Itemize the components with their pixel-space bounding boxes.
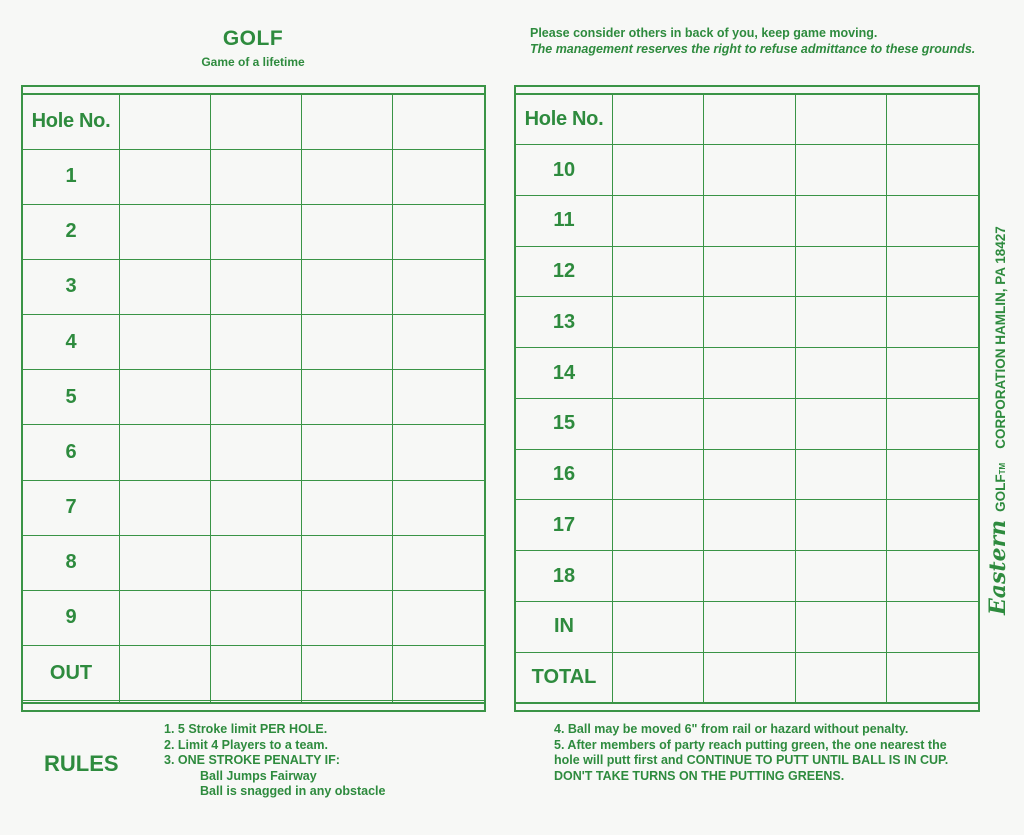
hole-label: 4 xyxy=(23,315,120,370)
hole-label: 15 xyxy=(516,398,613,449)
rule-item: 1. 5 Stroke limit PER HOLE. xyxy=(164,722,328,736)
score-cell[interactable] xyxy=(211,535,302,590)
score-cell[interactable] xyxy=(613,449,704,500)
scorecard-subtitle: Game of a lifetime xyxy=(201,55,305,69)
hole-row xyxy=(516,551,978,602)
hole-row xyxy=(23,370,484,425)
score-cell[interactable] xyxy=(704,348,795,399)
trademark-symbol: TM xyxy=(998,462,1007,475)
score-cell[interactable] xyxy=(211,425,302,480)
score-cell[interactable] xyxy=(302,701,393,702)
score-cell[interactable] xyxy=(302,480,393,535)
score-cell[interactable] xyxy=(887,652,978,702)
score-cell[interactable] xyxy=(704,246,795,297)
score-cell[interactable] xyxy=(120,535,211,590)
hole-label: OUT xyxy=(23,646,120,701)
score-cell[interactable] xyxy=(704,398,795,449)
score-cell[interactable] xyxy=(211,315,302,370)
score-cell[interactable] xyxy=(120,315,211,370)
penalty-item: Ball Jumps Fairway xyxy=(200,768,317,783)
score-cell[interactable] xyxy=(302,149,393,204)
score-cell[interactable] xyxy=(393,646,484,701)
score-cell[interactable] xyxy=(120,149,211,204)
score-cell[interactable] xyxy=(613,500,704,551)
score-cell[interactable] xyxy=(795,601,886,652)
score-cell[interactable] xyxy=(393,425,484,480)
score-cell[interactable] xyxy=(887,500,978,551)
score-cell[interactable] xyxy=(120,204,211,259)
back-nine-table xyxy=(516,95,978,702)
score-cell[interactable] xyxy=(887,297,978,348)
hole-label: 17 xyxy=(516,500,613,551)
front-nine-table xyxy=(23,95,484,702)
header-row xyxy=(516,95,978,145)
hole-label: IN xyxy=(516,601,613,652)
score-cell[interactable] xyxy=(795,652,886,702)
score-cell[interactable] xyxy=(704,500,795,551)
hole-label: 6 xyxy=(23,425,120,480)
rule-item: 4. Ball may be moved 6" from rail or hazard without penalty. xyxy=(554,722,909,736)
hole-label: 9 xyxy=(23,590,120,645)
rule-item: 5. After members of party reach putting green, the one nearest the hole will putt first and CONTINUE TO PUTT UNTIL BALL IS IN CUP. DON'T TAKE TURNS ON THE PUTTING GREENS. xyxy=(554,737,949,783)
score-cell[interactable] xyxy=(302,259,393,314)
score-cell[interactable] xyxy=(211,590,302,645)
hole-row xyxy=(23,646,484,701)
score-cell[interactable] xyxy=(393,149,484,204)
player-name-cell[interactable] xyxy=(302,95,393,149)
score-cell[interactable] xyxy=(795,398,886,449)
score-cell[interactable] xyxy=(887,348,978,399)
score-cell[interactable] xyxy=(795,145,886,196)
score-cell[interactable] xyxy=(613,297,704,348)
score-cell[interactable] xyxy=(211,480,302,535)
hole-label: 18 xyxy=(516,551,613,602)
score-cell[interactable] xyxy=(302,646,393,701)
score-cell[interactable] xyxy=(211,370,302,425)
hole-label: 3 xyxy=(23,259,120,314)
hole-row xyxy=(516,297,978,348)
hole-label: 11 xyxy=(516,195,613,246)
score-cell[interactable] xyxy=(302,370,393,425)
hole-row xyxy=(23,590,484,645)
hole-row xyxy=(516,652,978,702)
score-cell[interactable] xyxy=(704,652,795,702)
score-cell[interactable] xyxy=(393,259,484,314)
score-cell[interactable] xyxy=(211,204,302,259)
hole-label: 14 xyxy=(516,348,613,399)
hole-row xyxy=(516,195,978,246)
score-cell[interactable] xyxy=(795,246,886,297)
score-cell[interactable] xyxy=(704,449,795,500)
hole-label: 13 xyxy=(516,297,613,348)
score-cell[interactable] xyxy=(211,259,302,314)
score-cell[interactable] xyxy=(704,297,795,348)
hole-row xyxy=(23,535,484,590)
score-cell[interactable] xyxy=(302,590,393,645)
score-cell[interactable] xyxy=(795,449,886,500)
score-cell[interactable] xyxy=(120,425,211,480)
player-name-cell[interactable] xyxy=(613,95,704,145)
imprint-address: CORPORATION HAMLIN, PA 18427 xyxy=(993,226,1008,449)
hole-row xyxy=(516,601,978,652)
notice-line-courtesy: Please consider others in back of you, keep game moving. xyxy=(530,26,878,40)
hole-row xyxy=(516,398,978,449)
hole-row xyxy=(516,145,978,196)
back-nine-scorecard xyxy=(514,85,980,712)
score-cell[interactable] xyxy=(795,195,886,246)
hole-label: 10 xyxy=(516,145,613,196)
rules-heading: RULES xyxy=(44,751,119,776)
hole-label: 2 xyxy=(23,204,120,259)
hole-no-header: Hole No. xyxy=(516,95,613,145)
score-cell[interactable] xyxy=(120,370,211,425)
rules-list-right xyxy=(554,722,964,784)
score-cell[interactable] xyxy=(393,370,484,425)
penalty-item: Ball is snagged in any obstacle xyxy=(200,784,386,798)
score-cell[interactable] xyxy=(704,195,795,246)
hole-label: 12 xyxy=(516,246,613,297)
score-cell[interactable] xyxy=(704,551,795,602)
score-cell[interactable] xyxy=(302,315,393,370)
player-name-cell[interactable] xyxy=(393,95,484,149)
manufacturer-imprint xyxy=(985,226,1011,615)
score-cell[interactable] xyxy=(211,701,302,702)
header-row xyxy=(23,95,484,149)
hole-row xyxy=(23,204,484,259)
hole-row xyxy=(23,149,484,204)
score-cell[interactable] xyxy=(302,425,393,480)
score-cell[interactable] xyxy=(120,590,211,645)
score-cell[interactable] xyxy=(613,195,704,246)
score-cell[interactable] xyxy=(704,145,795,196)
score-cell[interactable] xyxy=(887,551,978,602)
score-cell[interactable] xyxy=(613,246,704,297)
score-cell[interactable] xyxy=(393,204,484,259)
hole-label: TOTAL xyxy=(516,652,613,702)
score-cell[interactable] xyxy=(120,480,211,535)
hole-row xyxy=(23,315,484,370)
eastern-logo: Eastern xyxy=(985,519,1011,615)
score-cell[interactable] xyxy=(613,551,704,602)
score-cell[interactable] xyxy=(613,652,704,702)
rule-item: 3. ONE STROKE PENALTY IF: xyxy=(164,753,340,767)
notice-line-management: The management reserves the right to refuse admittance to these grounds. xyxy=(530,42,976,56)
score-cell[interactable] xyxy=(120,259,211,314)
hole-row xyxy=(516,449,978,500)
score-cell[interactable] xyxy=(613,601,704,652)
hole-label: 8 xyxy=(23,535,120,590)
hole-row xyxy=(23,701,484,702)
player-name-cell[interactable] xyxy=(795,95,886,145)
hole-row xyxy=(23,480,484,535)
rule-item: 2. Limit 4 Players to a team. xyxy=(164,737,328,752)
hole-row xyxy=(516,246,978,297)
hole-row xyxy=(516,500,978,551)
score-cell[interactable] xyxy=(704,601,795,652)
score-cell[interactable] xyxy=(393,315,484,370)
player-name-cell[interactable] xyxy=(704,95,795,145)
hole-row xyxy=(516,348,978,399)
scorecard-title: GOLF xyxy=(222,27,284,50)
score-cell[interactable] xyxy=(302,535,393,590)
score-cell[interactable] xyxy=(613,145,704,196)
score-cell[interactable] xyxy=(887,246,978,297)
score-cell[interactable] xyxy=(613,398,704,449)
score-cell[interactable] xyxy=(887,195,978,246)
player-name-cell[interactable] xyxy=(211,95,302,149)
score-cell[interactable] xyxy=(613,348,704,399)
score-cell[interactable] xyxy=(795,551,886,602)
score-cell[interactable] xyxy=(120,646,211,701)
hole-no-header: Hole No. xyxy=(23,95,120,149)
imprint-golf: GOLF xyxy=(993,474,1008,512)
score-cell[interactable] xyxy=(393,480,484,535)
player-name-cell[interactable] xyxy=(887,95,978,145)
score-cell[interactable] xyxy=(393,535,484,590)
hole-row xyxy=(23,425,484,480)
score-cell[interactable] xyxy=(120,701,211,702)
score-cell[interactable] xyxy=(887,398,978,449)
hole-label: 16 xyxy=(516,449,613,500)
hole-label xyxy=(23,701,120,702)
player-name-cell[interactable] xyxy=(120,95,211,149)
score-cell[interactable] xyxy=(887,145,978,196)
hole-label: 1 xyxy=(23,149,120,204)
score-cell[interactable] xyxy=(211,149,302,204)
course-notice xyxy=(530,25,990,57)
hole-row xyxy=(23,259,484,314)
hole-label: 7 xyxy=(23,480,120,535)
score-cell[interactable] xyxy=(211,646,302,701)
score-cell[interactable] xyxy=(795,500,886,551)
rules-list-left xyxy=(164,722,385,800)
front-nine-scorecard xyxy=(21,85,486,712)
score-cell[interactable] xyxy=(795,348,886,399)
score-cell[interactable] xyxy=(887,449,978,500)
score-cell[interactable] xyxy=(393,701,484,702)
score-cell[interactable] xyxy=(887,601,978,652)
score-cell[interactable] xyxy=(302,204,393,259)
score-cell[interactable] xyxy=(795,297,886,348)
hole-label: 5 xyxy=(23,370,120,425)
score-cell[interactable] xyxy=(393,590,484,645)
